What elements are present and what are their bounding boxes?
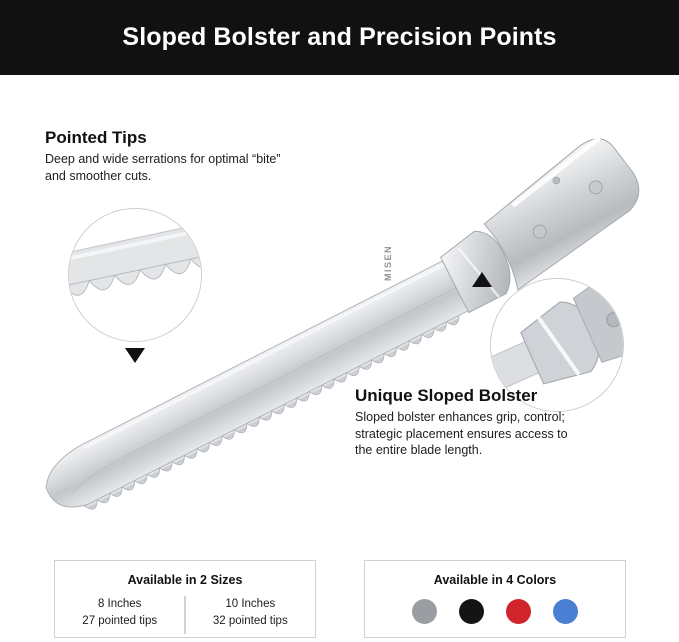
color-swatch-black xyxy=(459,599,484,624)
magnifier-serrations xyxy=(68,208,202,342)
colors-info-box xyxy=(364,560,626,638)
size-label: 8 Inches xyxy=(97,598,142,610)
annotation-body: Deep and wide serrations for optimal “bite” and smoother cuts. xyxy=(45,152,281,183)
annotation-title: Pointed Tips xyxy=(45,128,147,147)
size-label: 10 Inches xyxy=(225,598,276,610)
size-option-8in xyxy=(55,596,184,636)
serration-detail-svg xyxy=(69,209,201,341)
annotation-sloped-bolster xyxy=(355,386,570,459)
page-title: Sloped Bolster and Precision Points xyxy=(122,23,557,51)
size-tips: 32 pointed tips xyxy=(212,614,288,627)
size-tips: 27 pointed tips xyxy=(82,614,158,627)
color-swatch-blue xyxy=(553,599,578,624)
pointer-serrations xyxy=(125,348,145,363)
sizes-info-box xyxy=(54,560,316,638)
brand-mark: MISEN xyxy=(383,244,393,281)
sizes-row xyxy=(55,596,315,636)
annotation-pointed-tips xyxy=(45,128,295,184)
color-swatch-gray xyxy=(412,599,437,624)
annotation-body: Sloped bolster enhances grip, control; strategic placement ensures access to the entire blade length. xyxy=(355,410,568,458)
header-banner xyxy=(0,0,679,75)
colors-box-title: Available in 4 Colors xyxy=(433,573,557,587)
annotation-title: Unique Sloped Bolster xyxy=(355,386,538,405)
pointer-bolster xyxy=(472,272,492,287)
size-option-10in xyxy=(186,596,315,636)
sizes-box-title: Available in 2 Sizes xyxy=(127,573,243,587)
color-swatch-red xyxy=(506,599,531,624)
color-swatch-row xyxy=(365,599,625,624)
